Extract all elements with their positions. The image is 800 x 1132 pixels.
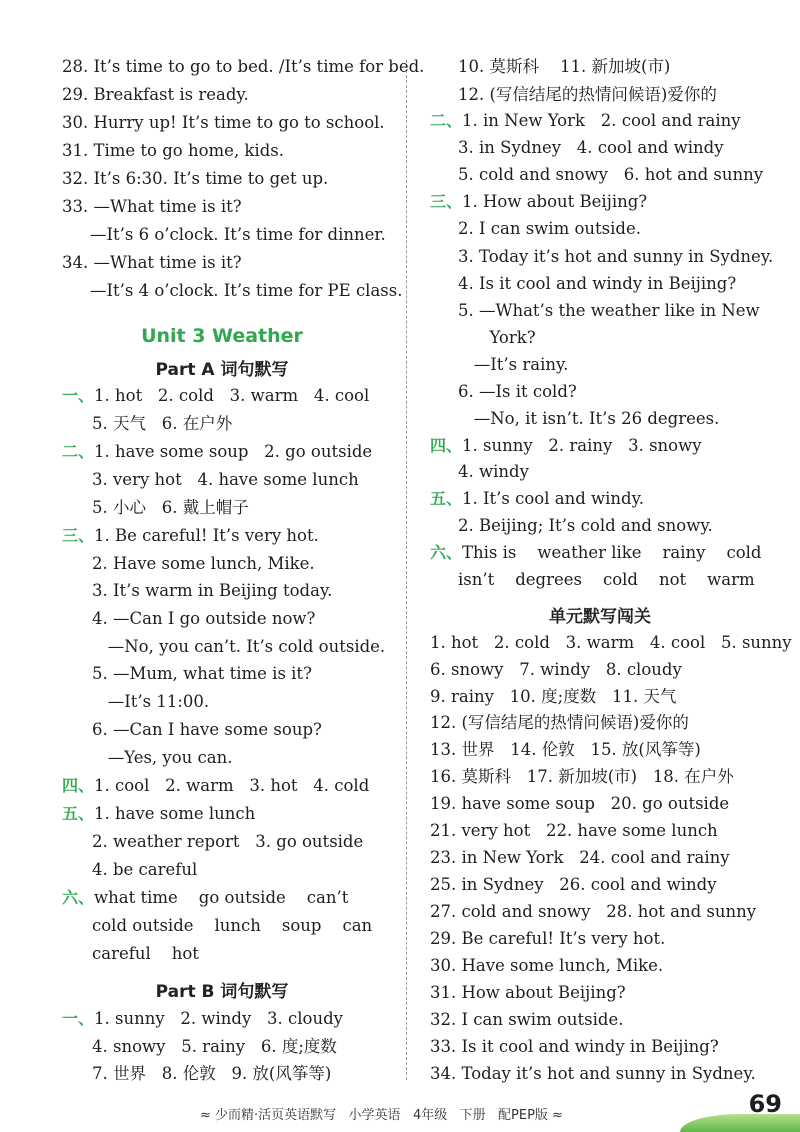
section-marker: 三、 [62, 526, 95, 545]
section-marker: 五、 [430, 489, 463, 508]
answer-line: 30. Have some lunch, Mike. [430, 956, 664, 975]
section-marker: 二、 [62, 442, 95, 461]
answer-line: 一、1. hot 2. cold 3. warm 4. cool [62, 386, 370, 405]
answer-line: 5. —What’s the weather like in New [458, 301, 760, 320]
answer-line: 三、1. Be careful! It’s very hot. [62, 526, 319, 545]
answer-line: 32. It’s 6:30. It’s time to get up. [62, 169, 329, 188]
answer-line: 13. 世界 14. 伦敦 15. 放(风筝等) [430, 740, 701, 759]
answer-line: 3. It’s warm in Beijing today. [92, 581, 333, 600]
answer-line: 4. windy [458, 462, 529, 481]
answer-line: 五、1. have some lunch [62, 804, 256, 823]
answer-line: 4. be careful [92, 860, 198, 879]
answer-line: 32. I can swim outside. [430, 1010, 624, 1029]
answer-line: cold outside lunch soup can [92, 916, 373, 935]
unit-test-title: 单元默写闯关 [549, 607, 651, 627]
answer-line: 34. —What time is it? [62, 253, 242, 272]
answer-line: —It’s 4 o’clock. It’s time for PE class. [90, 281, 403, 300]
answer-line: 33. Is it cool and windy in Beijing? [430, 1037, 719, 1056]
answer-line: —No, you can’t. It’s cold outside. [92, 637, 386, 656]
answer-line: 一、1. sunny 2. windy 3. cloudy [62, 1009, 343, 1028]
answer-line: 5. 天气 6. 在户外 [92, 414, 233, 433]
page-footer [0, 1096, 800, 1132]
answer-line: 6. —Can I have some soup? [92, 720, 322, 739]
answer-line: —It’s 11:00. [92, 692, 210, 711]
section-marker: 六、 [62, 888, 95, 907]
answer-line: 25. in Sydney 26. cool and windy [430, 875, 717, 894]
answer-line: 2. Beijing; It’s cold and snowy. [458, 516, 713, 535]
answer-line: 4. Is it cool and windy in Beijing? [458, 274, 737, 293]
part-a-title: Part A 词句默写 [155, 360, 289, 380]
answer-line: 6. —Is it cold? [458, 382, 577, 401]
answer-line: 3. in Sydney 4. cool and windy [458, 138, 724, 157]
answer-line: 1. hot 2. cold 3. warm 4. cool 5. sunny [430, 633, 792, 652]
section-marker: 三、 [430, 192, 463, 211]
section-marker: 二、 [430, 111, 463, 130]
answer-line: 2. weather report 3. go outside [92, 832, 364, 851]
answer-line: 2. Have some lunch, Mike. [92, 554, 315, 573]
answer-line: 33. —What time is it? [62, 197, 242, 216]
answer-line: 5. —Mum, what time is it? [92, 664, 312, 683]
answer-line: 二、1. in New York 2. cool and rainy [430, 111, 741, 130]
answer-line: 16. 莫斯科 17. 新加坡(市) 18. 在户外 [430, 767, 734, 786]
answer-line: 12. (写信结尾的热情问候语)爱你的 [430, 713, 689, 732]
answer-line: 三、1. How about Beijing? [430, 192, 648, 211]
answer-line: 10. 莫斯科 11. 新加坡(市) [458, 57, 671, 76]
answer-line: isn’t degrees cold not warm [458, 570, 755, 589]
answer-line: —Yes, you can. [92, 748, 233, 767]
answer-line: 五、1. It’s cool and windy. [430, 489, 644, 508]
section-marker: 六、 [430, 543, 463, 562]
answer-line: 7. 世界 8. 伦敦 9. 放(风筝等) [92, 1064, 332, 1083]
answer-line: 27. cold and snowy 28. hot and sunny [430, 902, 757, 921]
answer-line: 四、1. cool 2. warm 3. hot 4. cold [62, 776, 370, 795]
answer-line: York? [458, 328, 536, 347]
answer-line: 12. (写信结尾的热情问候语)爱你的 [458, 85, 717, 104]
answer-line: 5. 小心 6. 戴上帽子 [92, 498, 249, 517]
section-marker: 一、 [62, 1009, 95, 1028]
footer-text: ≈ 少而精·活页英语默写 小学英语 4年级 下册 配PEP版 ≈ [200, 1108, 563, 1123]
answer-line: 四、1. sunny 2. rainy 3. snowy [430, 436, 702, 455]
section-marker: 一、 [62, 386, 95, 405]
unit-title: Unit 3 Weather [141, 325, 303, 347]
answer-line: 六、This is weather like rainy cold [430, 543, 762, 562]
answer-line: 二、1. have some soup 2. go outside [62, 442, 373, 461]
answer-line: 34. Today it’s hot and sunny in Sydney. [430, 1064, 756, 1083]
answer-line: 3. very hot 4. have some lunch [92, 470, 359, 489]
answer-line: 31. Time to go home, kids. [62, 141, 284, 160]
answer-line: 6. snowy 7. windy 8. cloudy [430, 660, 682, 679]
answer-line: —It’s rainy. [458, 355, 569, 374]
column-divider [406, 60, 407, 1080]
answer-line: 23. in New York 24. cool and rainy [430, 848, 730, 867]
answer-line: 28. It’s time to go to bed. /It’s time for bed. [62, 57, 425, 76]
answer-line: 29. Be careful! It’s very hot. [430, 929, 666, 948]
answer-line: careful hot [92, 944, 199, 963]
answer-line: 六、what time go outside can’t [62, 888, 349, 907]
answer-line: —It’s 6 o’clock. It’s time for dinner. [90, 225, 386, 244]
answer-line: 4. —Can I go outside now? [92, 609, 316, 628]
answer-line: 2. I can swim outside. [458, 219, 641, 238]
answer-line: 19. have some soup 20. go outside [430, 794, 730, 813]
section-marker: 五、 [62, 804, 95, 823]
page-number: 69 [748, 1090, 782, 1118]
part-b-title: Part B 词句默写 [155, 982, 289, 1002]
section-marker: 四、 [62, 776, 95, 795]
answer-line: 5. cold and snowy 6. hot and sunny [458, 165, 764, 184]
answer-line: 31. How about Beijing? [430, 983, 626, 1002]
answer-line: 29. Breakfast is ready. [62, 85, 249, 104]
answer-line: —No, it isn’t. It’s 26 degrees. [458, 409, 720, 428]
answer-line: 21. very hot 22. have some lunch [430, 821, 718, 840]
answer-line: 30. Hurry up! It’s time to go to school. [62, 113, 385, 132]
answer-line: 9. rainy 10. 度;度数 11. 天气 [430, 687, 677, 706]
answer-line: 3. Today it’s hot and sunny in Sydney. [458, 247, 774, 266]
answer-line: 4. snowy 5. rainy 6. 度;度数 [92, 1037, 337, 1056]
section-marker: 四、 [430, 436, 463, 455]
